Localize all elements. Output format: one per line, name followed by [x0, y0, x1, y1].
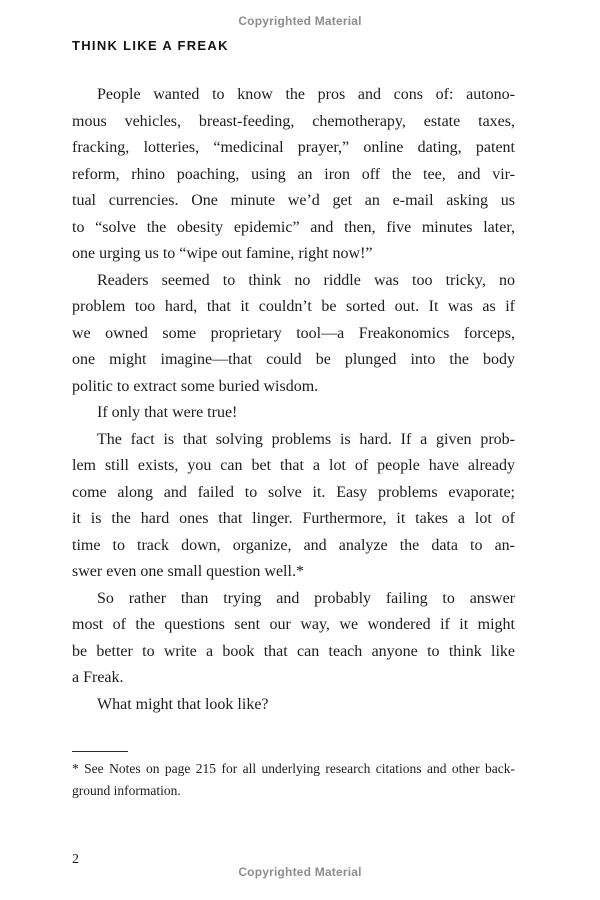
body-line: it is the hard ones that linger. Furthermore, it takes a lot of: [72, 510, 515, 527]
body-text: [72, 82, 515, 718]
body-line: one might imagine—that could be plunged into the body: [72, 351, 515, 368]
body-line: politic to extract some buried wisdom.: [72, 377, 319, 395]
body-line: problem too hard, that it couldn’t be sorted out. It was as if: [72, 298, 515, 315]
footnote-line: ground information.: [72, 782, 181, 798]
body-line: most of the questions sent our way, we wondered if it might: [72, 616, 515, 633]
body-line: reform, rhino poaching, using an iron off the tee, and vir-: [72, 165, 515, 183]
body-line: If only that were true!: [97, 404, 238, 421]
body-line: fracking, lotteries, “medicinal prayer,” online dating, patent: [72, 139, 515, 156]
body-line: The fact is that solving problems is hard. If a given prob-: [97, 430, 515, 448]
body-line: swer even one small question well.*: [72, 563, 304, 580]
footnote-line: * See Notes on page 215 for all underlying research citations and other back-: [72, 761, 515, 776]
body-line: one urging us to “wipe out famine, right now!”: [72, 245, 373, 262]
body-line: People wanted to know the pros and cons of: autono-: [97, 86, 515, 103]
top-watermark: Copyrighted Material: [238, 14, 362, 28]
footnote: [72, 758, 515, 801]
body-line: tual currencies. One minute we’d get an e-mail asking us: [72, 192, 515, 209]
bottom-watermark: Copyrighted Material: [238, 865, 362, 879]
body-line: Readers seemed to think no riddle was too tricky, no: [97, 271, 515, 289]
body-line: come along and failed to solve it. Easy problems evaporate;: [72, 483, 515, 501]
body-line: a Freak.: [72, 669, 124, 686]
body-line: So rather than trying and probably failing to answer: [97, 589, 515, 607]
body-line: lem still exists, you can bet that a lot of people have already: [72, 457, 515, 474]
body-line: be better to write a book that can teach anyone to think like: [72, 642, 515, 660]
body-line: to “solve the obesity epidemic” and then, five minutes later,: [72, 218, 515, 236]
body-line: time to track down, organize, and analyze the data to an-: [72, 536, 515, 554]
body-line: mous vehicles, breast-feeding, chemotherapy, estate taxes,: [72, 112, 515, 130]
body-line: What might that look like?: [97, 695, 269, 713]
footnote-separator: [72, 751, 128, 752]
page-number: 2: [72, 852, 79, 867]
running-header: THINK LIKE A FREAK: [72, 38, 229, 53]
body-line: we owned some proprietary tool—a Freakonomics forceps,: [72, 324, 515, 342]
